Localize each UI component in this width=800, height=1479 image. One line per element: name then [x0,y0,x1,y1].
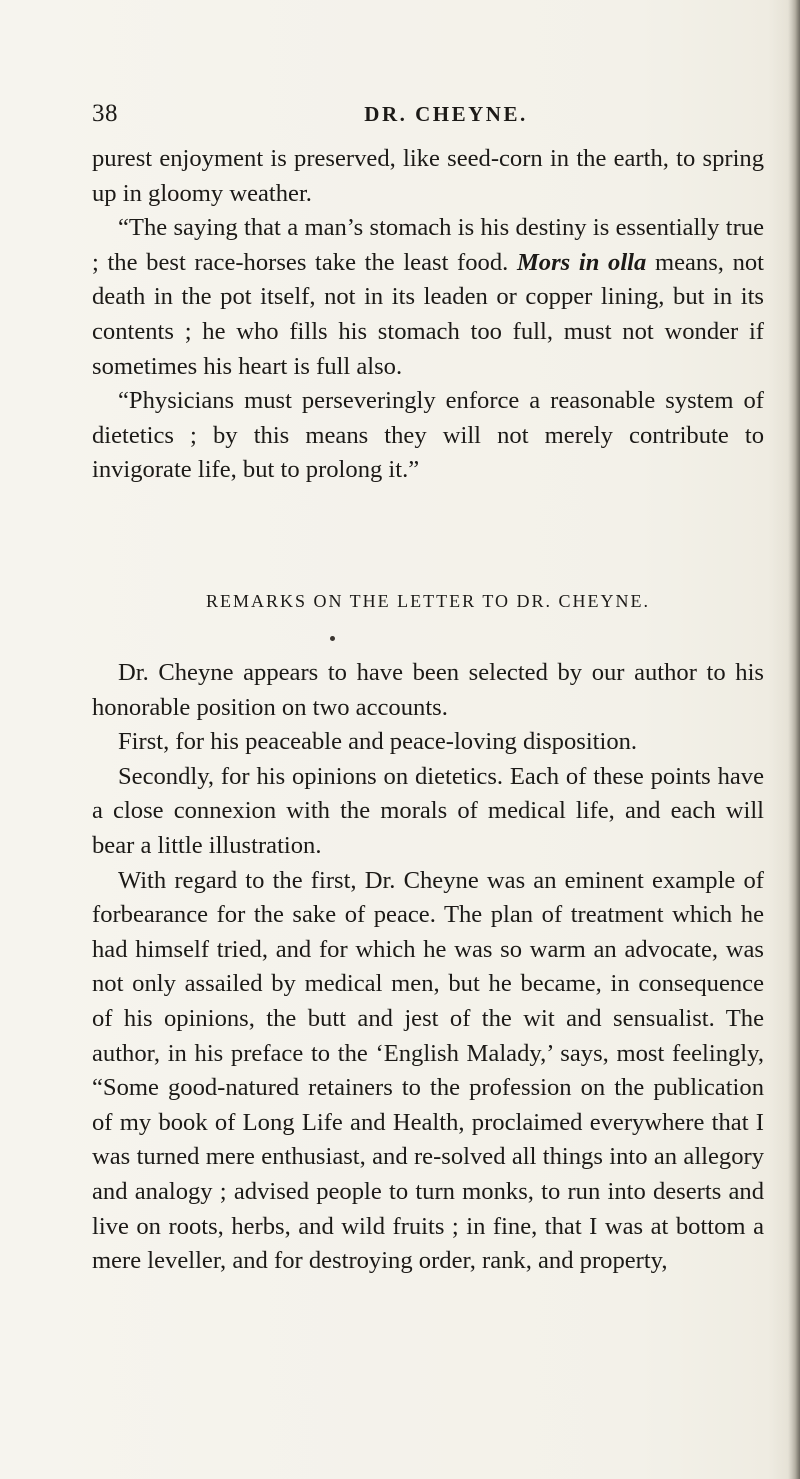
paragraph: With regard to the first, Dr. Cheyne was an eminent example of forbearance for the sake of peace. The plan of treatment which he had himself tried, and for which he was so warm an advocate, was not only assailed by medical men, but he became, in consequence of his opinions, the butt and jest of the wit and sensualist. The author, in his preface to the ‘English Malady,’ says, most feelingly, “Some good-natured retainers to the profession on the publication of my book of Long Life and Health, proclaimed everywhere that I was turned mere enthusiast, and re-solved all things into an allegory and analogy ; advised people to turn monks, to run into deserts and live on roots, herbs, and wild fruits ; in fine, that I was at bottom a mere leveller, and for destroying order, rank, and property, [92,866,764,1275]
paragraph: Secondly, for his opinions on dietetics. Each of these points have a close connexion with the morals of medical life, and each will bear a little illustration. [92,762,764,859]
page-edge-shadow [788,0,800,1479]
italic-phrase: Mors in olla [516,248,647,276]
ink-fleck [330,636,335,641]
paragraph-quote: “Physicians must perseveringly enforce a reasonable system of dietetics ; by this means they will not merely contribute to invigorate life, but to prolong it.” [92,387,764,484]
paragraph: Dr. Cheyne appears to have been selected by our author to his honorable position on two accounts. [92,659,764,721]
text-block-bottom [92,656,764,1279]
paragraph-quote [92,211,764,384]
section-heading: REMARKS ON THE LETTER TO DR. CHEYNE. [205,591,650,611]
quote-text-start: “The saying that a man’s stomach is his destiny is essentially true ; the best race-horses take the least food. [92,214,764,276]
text-block-top [92,142,764,488]
paragraph: First, for his peaceable and peace-loving disposition. [118,728,638,756]
quote-text-end: means, not death in the pot itself, not in its leaden or copper lining, but in its contents ; he who fills his stomach too full, must not wonder if sometimes his heart is full also. [92,248,765,380]
page-number: 38 [92,100,118,127]
running-title: DR. CHEYNE. [364,102,528,126]
paragraph: purest enjoyment is preserved, like seed-corn in the earth, to spring up in gloomy weather. [92,145,764,207]
running-head [92,100,760,130]
